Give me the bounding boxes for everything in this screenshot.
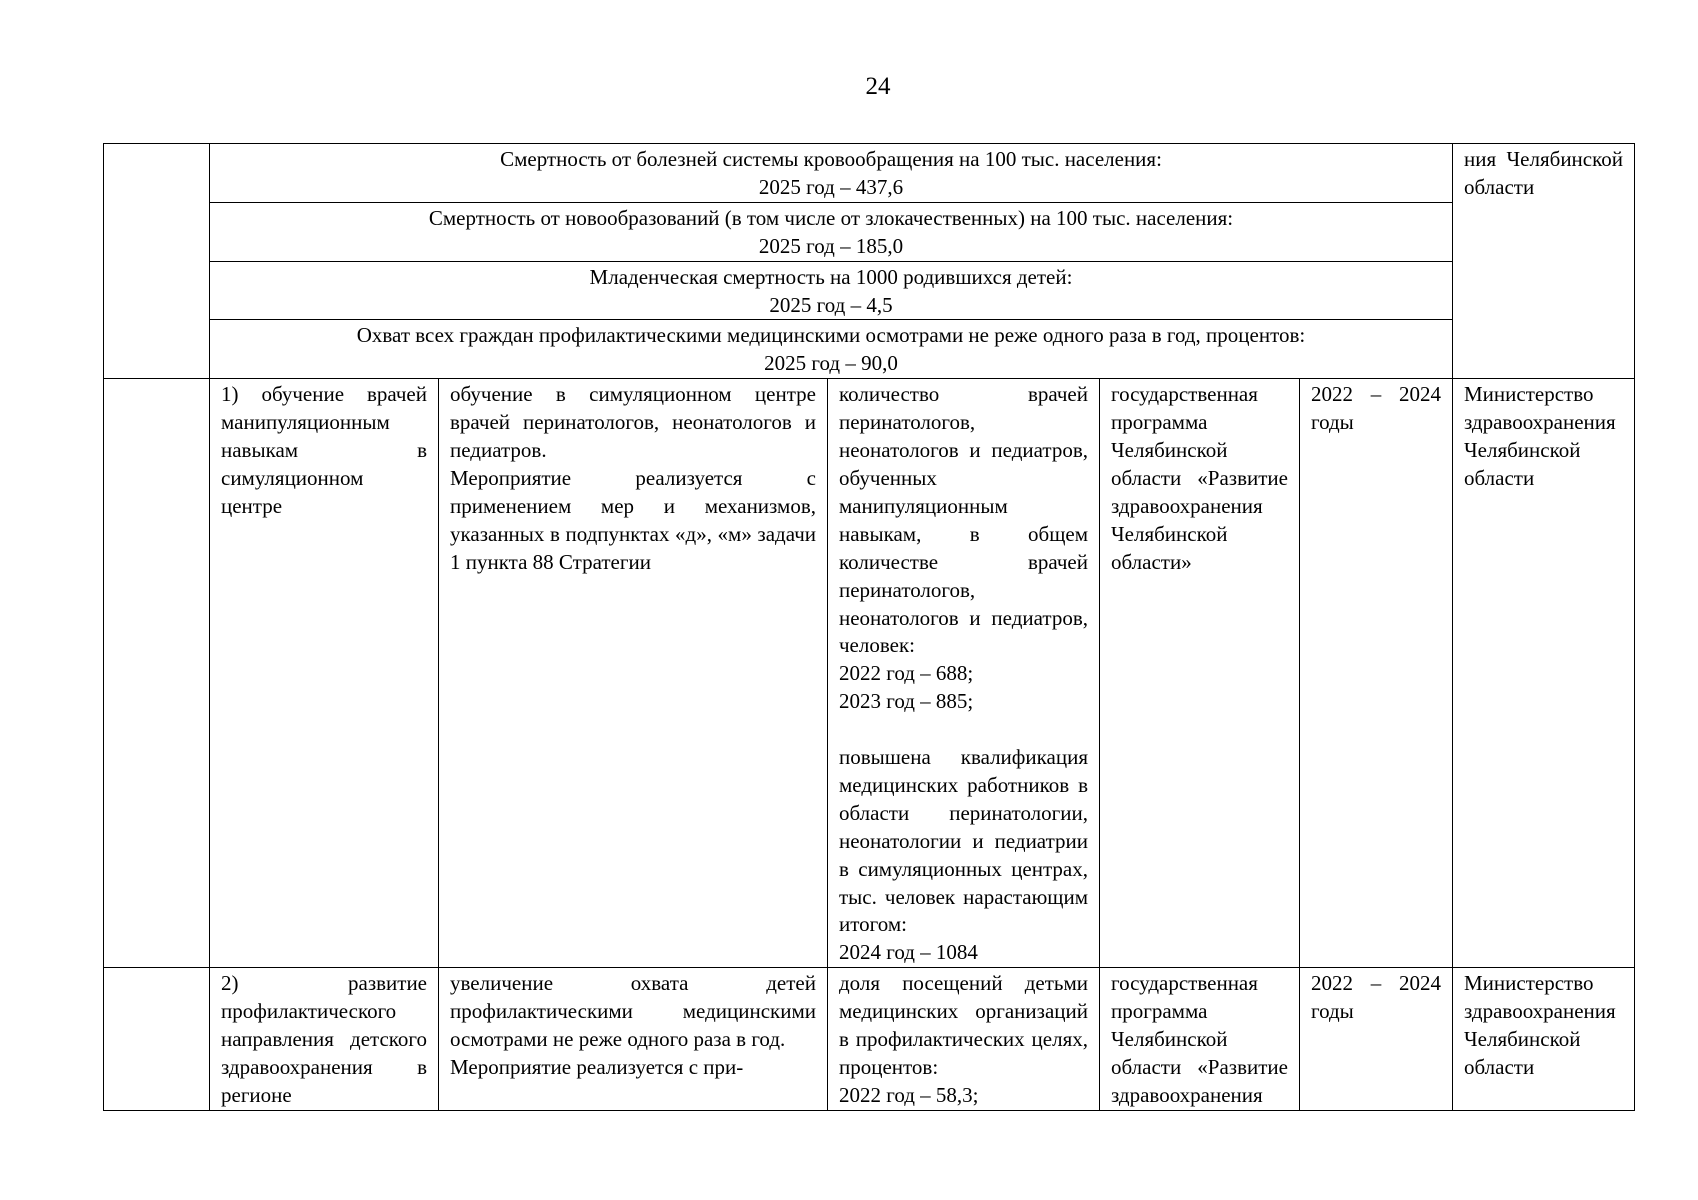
spacer [839,716,1088,744]
measure-row-2 [104,968,1635,1111]
activity-cell: 1) обучение врачей манипуляционным навыкам в симуляционном центре [210,379,439,968]
description-text: обучение в симуляционном центре врачей перинатологов, неонатологов и педиатров. [450,382,816,463]
description-cell [439,968,828,1111]
description-note: Мероприятие реализуется с при- [450,1054,744,1079]
indicator-text: Младенческая смертность на 1000 родившихся детей: [589,264,1073,289]
program-cell: государственная программа Челябинской области «Развитие здравоохранения [1100,968,1300,1111]
indicator-row-3 [104,261,1635,320]
description-text: увеличение охвата детей профилактическими медицинскими осмотрами не реже одного раза в год. [450,971,816,1052]
indicator-value-2: 2024 год – 1084 [839,940,978,965]
period-cell: 2022 – 2024 годы [1300,968,1453,1111]
indicator-text: Охват всех граждан профилактическими медицинскими осмотрами не реже одного раза в год, процентов: [356,323,1306,348]
indicator-neoplasm-mortality [210,202,1453,261]
indicator-value: 2023 год – 885; [839,689,974,714]
indicator-cell [828,968,1100,1111]
indicator-text-2: повышена квалификация медицинских работников в области перинатологии, неонатологии и педиатрии в симуляционных центрах, тыс. человек нарастающим итогом: [839,745,1088,937]
indicator-value: 2025 год – 4,5 [769,292,893,317]
indicator-infant-mortality [210,261,1453,320]
responsible-cell: Министерство здравоохранения Челябинской области [1453,968,1635,1111]
program-cell: государственная программа Челябинской области «Развитие здравоохранения Челябинской области» [1100,379,1300,968]
indicator-checkup-coverage [210,320,1453,379]
activity-cell: 2) развитие профилактического направления детского здравоохранения в регионе [210,968,439,1111]
period-cell: 2022 – 2024 годы [1300,379,1453,968]
indicator-row-4 [104,320,1635,379]
indicator-row-2 [104,202,1635,261]
indicator-text: количество врачей перинатологов, неонатологов и педиатров, обученных манипуляционным навыкам, в общем количестве врачей перинатологов, неонатологов и педиатров, человек: [839,382,1088,658]
description-cell [439,379,828,968]
indicator-value: 2022 год – 688; [839,661,974,686]
indicator-text: доля посещений детьми медицинских организаций в профилактических целях, процентов: [839,971,1088,1079]
indicator-cell [828,379,1100,968]
description-note: Мероприятие реализуется с применением мер и механизмов, указанных в подпунктах «д», «м» задачи 1 пункта 88 Стратегии [450,465,816,574]
responsible-cell-top: ния Челябинской области [1453,144,1635,379]
measure-row-1 [104,379,1635,968]
indicator-value: 2025 год – 185,0 [758,233,904,258]
number-cell [104,379,210,968]
indicator-value: 2025 год – 437,6 [758,174,904,199]
number-cell [104,144,210,379]
number-cell [104,968,210,1111]
indicator-value: 2022 год – 58,3; [839,1082,979,1107]
indicator-row-1 [104,144,1635,203]
indicator-text: Смертность от новообразований (в том числе от злокачественных) на 100 тыс. населения: [428,205,1234,230]
indicator-value: 2025 год – 90,0 [764,351,898,376]
measures-table [103,143,1635,1111]
page-number: 24 [865,73,891,100]
responsible-cell: Министерство здравоохранения Челябинской области [1453,379,1635,968]
indicator-text: Смертность от болезней системы кровообращения на 100 тыс. населения: [500,147,1162,171]
indicator-cvd-mortality [210,144,1453,203]
